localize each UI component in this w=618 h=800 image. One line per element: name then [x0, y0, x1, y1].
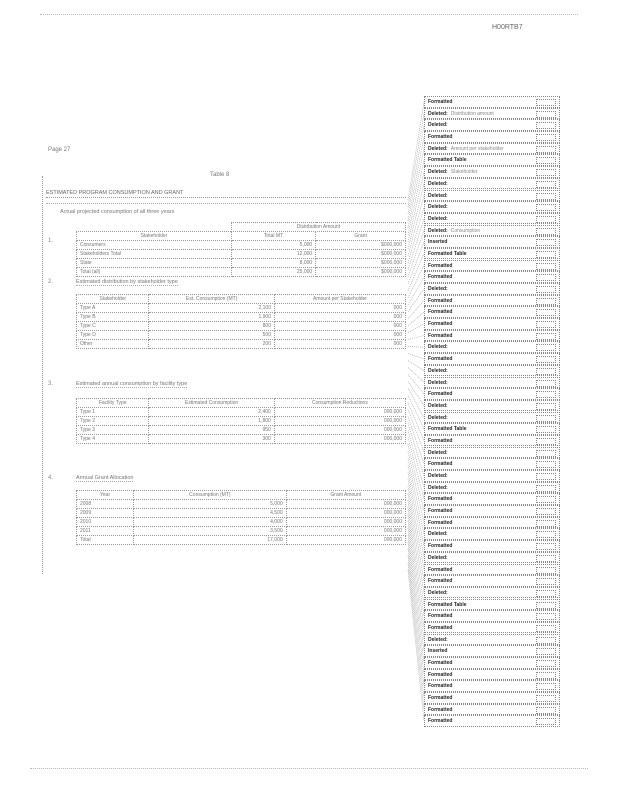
table-row: Type 3 950 000,000	[77, 426, 406, 435]
leader-line	[408, 230, 424, 276]
markup-balloon[interactable]	[424, 225, 560, 237]
leader-line	[408, 375, 424, 394]
balloon-marker-icon	[536, 660, 556, 667]
table-header: Estimated Consumption	[149, 399, 274, 408]
markup-balloon[interactable]	[424, 178, 560, 190]
leader-line	[408, 137, 424, 221]
balloon-kind: Formatted	[428, 391, 453, 398]
leader-line	[408, 125, 424, 214]
leader-line	[408, 324, 424, 333]
markup-balloon[interactable]	[424, 365, 560, 377]
leader-line	[408, 423, 424, 475]
markup-balloon[interactable]	[424, 166, 560, 178]
table-row: 2009 4,500 000,000	[77, 509, 406, 518]
balloon-marker-icon	[536, 181, 556, 188]
balloon-kind: Deleted:	[428, 554, 448, 561]
balloon-marker-icon	[536, 520, 556, 527]
balloon-marker-icon	[536, 543, 556, 550]
section-number: 1.	[48, 238, 54, 244]
section-number: 4.	[48, 475, 54, 481]
section-number: 3.	[48, 381, 54, 387]
balloon-marker-icon	[536, 146, 556, 153]
balloon-kind: Deleted:	[428, 180, 448, 187]
balloon-kind: Inserted	[428, 239, 448, 246]
balloon-kind: Formatted	[428, 683, 453, 690]
balloon-detail: Stakeholder	[450, 169, 478, 176]
table-header: Est. Consumption (MT)	[149, 295, 275, 304]
markup-balloon[interactable]	[424, 517, 560, 529]
leader-line	[408, 542, 424, 674]
bottom-dotted-rule	[30, 768, 588, 769]
balloon-marker-icon	[536, 193, 556, 200]
markup-balloon[interactable]	[424, 318, 560, 330]
balloon-kind: Deleted:	[428, 122, 448, 129]
balloon-kind: Formatted Table	[428, 157, 467, 164]
markup-balloon[interactable]	[424, 645, 560, 657]
balloon-kind: Formatted	[428, 566, 453, 573]
table-row: 2011 3,500 000,000	[77, 527, 406, 536]
table-row: Total 17,000 000,000	[77, 536, 406, 545]
markup-balloon[interactable]	[424, 271, 560, 283]
balloon-marker-icon	[536, 602, 556, 609]
leader-line	[408, 493, 424, 592]
balloon-kind: Formatted	[428, 519, 453, 526]
markup-balloon[interactable]	[424, 388, 560, 400]
balloon-marker-icon	[536, 403, 556, 410]
balloon-marker-icon	[536, 567, 556, 574]
balloon-marker-icon	[536, 216, 556, 223]
markup-balloon[interactable]	[424, 213, 560, 225]
balloon-kind: Formatted	[428, 309, 453, 316]
balloon-marker-icon	[536, 286, 556, 293]
table-row: 2008 5,000 000,000	[77, 500, 406, 509]
markup-balloon[interactable]	[424, 190, 560, 202]
table-header: Amount per Stakeholder	[275, 295, 406, 304]
section-heading: Estimated distribution by stakeholder type	[76, 279, 178, 285]
balloon-marker-icon	[536, 122, 556, 129]
balloon-kind: Formatted	[428, 437, 453, 444]
markup-balloon[interactable]	[424, 119, 560, 131]
markup-balloon[interactable]	[424, 575, 560, 587]
balloon-kind: Formatted	[428, 718, 453, 725]
leader-line	[408, 556, 424, 698]
table-row: State 8,000 $000,000	[77, 259, 406, 268]
leader-line	[408, 289, 424, 312]
table-header: Grant Amount	[286, 491, 405, 500]
header-line: ESTIMATED PROGRAM CONSUMPTION AND GRANT	[46, 190, 406, 198]
balloon-marker-icon	[536, 157, 556, 164]
balloon-kind: Deleted:	[428, 379, 448, 386]
balloon-marker-icon	[536, 473, 556, 480]
balloon-marker-icon	[536, 99, 556, 106]
markup-balloon[interactable]	[424, 493, 560, 505]
leader-line	[408, 521, 424, 639]
balloon-marker-icon	[536, 695, 556, 702]
balloon-kind: Deleted:	[428, 145, 448, 152]
markup-balloon[interactable]	[424, 108, 560, 120]
markup-balloon[interactable]	[424, 482, 560, 494]
markup-balloon[interactable]	[424, 599, 560, 611]
markup-balloon[interactable]	[424, 96, 560, 108]
balloon-marker-icon	[536, 508, 556, 515]
balloon-kind: Deleted:	[428, 344, 448, 351]
balloon-marker-icon	[536, 496, 556, 503]
table-row: Type A 2,100 000	[77, 304, 406, 313]
balloon-kind: Deleted:	[428, 204, 448, 211]
leader-line	[408, 514, 424, 628]
balloon-marker-icon	[536, 263, 556, 270]
leader-line	[408, 430, 424, 487]
leader-line	[408, 382, 424, 406]
table-title: Table 8	[210, 172, 230, 178]
table-header: Stakeholder	[77, 232, 232, 241]
balloon-marker-icon	[536, 169, 556, 176]
markup-balloon[interactable]	[424, 377, 560, 389]
leader-line	[408, 336, 424, 340]
markup-balloon-pane	[424, 96, 560, 727]
balloon-marker-icon	[536, 309, 556, 316]
leader-line	[408, 402, 424, 440]
markup-balloon[interactable]	[424, 610, 560, 622]
markup-balloon[interactable]	[424, 622, 560, 634]
balloon-kind: Deleted:	[428, 286, 448, 292]
leader-line	[408, 242, 424, 284]
table-row: Type D 500 000	[77, 331, 406, 340]
leader-line	[408, 451, 424, 522]
balloon-kind: Formatted	[428, 356, 453, 363]
leader-line	[408, 300, 424, 318]
balloon-marker-icon	[536, 380, 556, 387]
markup-balloon[interactable]	[424, 412, 560, 424]
balloon-kind: Formatted	[428, 134, 453, 141]
balloon-kind: Deleted:	[428, 110, 448, 117]
balloon-marker-icon	[536, 368, 556, 375]
balloon-marker-icon	[536, 625, 556, 632]
balloon-marker-icon	[536, 672, 556, 679]
table-header: Stakeholder	[77, 295, 149, 304]
balloon-kind: Deleted:	[428, 484, 448, 491]
markup-balloon[interactable]	[424, 634, 560, 646]
balloon-kind: Deleted:	[428, 192, 448, 199]
markup-balloon[interactable]	[424, 236, 560, 248]
balloon-detail: Distribution amount	[450, 110, 494, 117]
balloon-kind: Deleted:	[428, 367, 448, 374]
balloon-marker-icon	[536, 637, 556, 644]
table-row: Type 1 2,400 000,000	[77, 408, 406, 417]
balloon-detail: Amount per stakeholder	[450, 145, 504, 152]
leader-line	[408, 113, 424, 207]
balloon-kind: Formatted	[428, 613, 453, 620]
markup-balloon[interactable]	[424, 283, 560, 295]
markup-balloon[interactable]	[424, 400, 560, 412]
markup-balloon[interactable]	[424, 458, 560, 470]
balloon-marker-icon	[536, 134, 556, 141]
table-header: Consumption (MT)	[134, 491, 287, 500]
markup-balloon[interactable]	[424, 564, 560, 576]
balloon-marker-icon	[536, 531, 556, 538]
markup-balloon[interactable]	[424, 201, 560, 213]
table-group-header: Distribution Amount	[231, 223, 405, 232]
markup-balloon[interactable]	[424, 470, 560, 482]
leader-line	[408, 570, 424, 721]
balloon-marker-icon	[536, 485, 556, 492]
leader-line	[408, 102, 424, 200]
balloon-kind: Formatted	[428, 297, 453, 304]
balloon-kind: Deleted:	[428, 473, 448, 479]
leader-line	[408, 160, 424, 235]
balloon-marker-icon	[536, 683, 556, 690]
balloon-kind: Formatted	[428, 660, 453, 666]
table-row: Other 200 000	[77, 340, 406, 349]
section-heading: Estimated annual consumption by facility type	[76, 381, 188, 387]
table-row: 2010 4,000 000,000	[77, 518, 406, 527]
balloon-kind: Formatted	[428, 461, 453, 468]
balloon-marker-icon	[536, 298, 556, 305]
markup-balloon[interactable]	[424, 657, 560, 669]
balloon-kind: Deleted:	[428, 215, 448, 222]
table-row: Type 4 300 000,000	[77, 435, 406, 444]
leader-line	[408, 388, 424, 417]
balloon-marker-icon	[536, 356, 556, 363]
table-row: Total (all) 25,000 $000,000	[77, 268, 406, 277]
balloon-kind: Formatted	[428, 706, 453, 713]
balloon-kind: Deleted:	[428, 636, 448, 643]
balloon-kind: Deleted:	[428, 449, 448, 456]
table-row: Consumers 5,000 $000,000	[77, 241, 406, 250]
balloon-kind: Formatted	[428, 321, 453, 328]
markup-balloon[interactable]	[424, 423, 560, 435]
markup-balloon[interactable]	[424, 143, 560, 155]
balloon-kind: Formatted	[428, 624, 453, 631]
markup-balloon[interactable]	[424, 715, 560, 727]
balloon-kind: Formatted	[428, 543, 453, 550]
markup-balloon[interactable]	[424, 587, 560, 599]
balloon-marker-icon	[536, 344, 556, 351]
markup-balloon[interactable]	[424, 295, 560, 307]
balloon-marker-icon	[536, 461, 556, 468]
markup-balloon[interactable]	[424, 680, 560, 692]
balloon-kind: Deleted:	[428, 402, 448, 409]
balloon-kind: Formatted	[428, 99, 453, 105]
balloon-kind: Inserted	[428, 648, 448, 655]
markup-balloon[interactable]	[424, 154, 560, 166]
leader-line	[408, 254, 424, 291]
balloon-kind: Deleted:	[428, 414, 448, 421]
leader-line	[408, 347, 424, 348]
markup-balloon[interactable]	[424, 353, 560, 365]
leader-line	[408, 312, 424, 326]
leader-line	[408, 486, 424, 581]
markup-balloon[interactable]	[424, 528, 560, 540]
balloon-detail: Consumption	[450, 227, 481, 234]
leader-line	[408, 368, 424, 383]
balloon-marker-icon	[536, 718, 556, 725]
table-row: Type 2 1,800 000,000	[77, 417, 406, 426]
balloon-kind: Formatted	[428, 332, 453, 339]
balloon-marker-icon	[536, 415, 556, 422]
balloon-kind: Formatted Table	[428, 426, 467, 433]
leader-line	[408, 395, 424, 429]
balloon-kind: Deleted:	[428, 169, 448, 176]
markup-balloon[interactable]	[424, 505, 560, 517]
balloon-marker-icon	[536, 426, 556, 433]
balloon-marker-icon	[536, 228, 556, 235]
markup-balloon[interactable]	[424, 306, 560, 318]
table-header: Facility Type	[77, 399, 149, 408]
section-number: 2.	[48, 279, 54, 285]
balloon-marker-icon	[536, 321, 556, 328]
markup-balloon[interactable]	[424, 330, 560, 342]
markup-balloon[interactable]	[424, 540, 560, 552]
balloon-marker-icon	[536, 239, 556, 246]
balloon-marker-icon	[536, 111, 556, 118]
markup-balloon[interactable]	[424, 669, 560, 681]
markup-balloon[interactable]	[424, 447, 560, 459]
markup-balloon[interactable]	[424, 131, 560, 143]
markup-balloon[interactable]	[424, 435, 560, 447]
markup-balloon[interactable]	[424, 692, 560, 704]
balloon-kind: Deleted:	[428, 589, 448, 596]
table-row: Type C 800 000	[77, 322, 406, 331]
balloon-kind: Formatted	[428, 496, 453, 503]
balloon-kind: Formatted	[428, 262, 453, 269]
balloon-kind: Deleted:	[428, 227, 448, 234]
balloon-marker-icon	[536, 333, 556, 340]
balloon-kind: Formatted	[428, 695, 453, 702]
intro-line: Actual projected consumption of all three years	[60, 209, 175, 215]
page-number: Page 27	[48, 147, 71, 153]
table-row: Type B 1,900 000	[77, 313, 406, 322]
balloon-marker-icon	[536, 613, 556, 620]
balloon-marker-icon	[536, 204, 556, 211]
section-heading: Annual Grant Allocation	[76, 475, 134, 481]
balloon-kind: Formatted	[428, 578, 453, 585]
balloon-kind: Formatted	[428, 274, 453, 281]
document-id: H00RTB7	[492, 24, 523, 31]
balloon-marker-icon	[536, 590, 556, 597]
table-header: Grant	[316, 232, 406, 241]
balloon-marker-icon	[536, 578, 556, 585]
table-header: Year	[77, 491, 134, 500]
balloon-marker-icon	[536, 450, 556, 457]
leader-line	[408, 361, 424, 371]
balloon-marker-icon	[536, 251, 556, 258]
balloon-marker-icon	[536, 391, 556, 398]
markup-balloon[interactable]	[424, 341, 560, 353]
table-row: Stakeholders Total 12,000 $000,000	[77, 250, 406, 259]
balloon-kind: Formatted Table	[428, 601, 467, 608]
markup-balloon[interactable]	[424, 552, 560, 564]
balloon-marker-icon	[536, 707, 556, 714]
balloon-marker-icon	[536, 438, 556, 445]
table-header: Total MT	[231, 232, 315, 241]
balloon-marker-icon	[536, 274, 556, 281]
balloon-kind: Deleted:	[428, 531, 448, 538]
markup-balloon[interactable]	[424, 260, 560, 272]
balloon-marker-icon	[536, 555, 556, 562]
markup-balloon[interactable]	[424, 248, 560, 260]
balloon-marker-icon	[536, 648, 556, 655]
table-header: Consumption Reductions	[274, 399, 405, 408]
markup-balloon[interactable]	[424, 704, 560, 716]
balloon-kind: Formatted	[428, 671, 453, 678]
balloon-kind: Formatted	[428, 508, 453, 515]
balloon-kind: Formatted Table	[428, 250, 467, 257]
leader-line	[408, 563, 424, 709]
leader-line	[408, 416, 424, 464]
leader-line	[408, 354, 424, 359]
